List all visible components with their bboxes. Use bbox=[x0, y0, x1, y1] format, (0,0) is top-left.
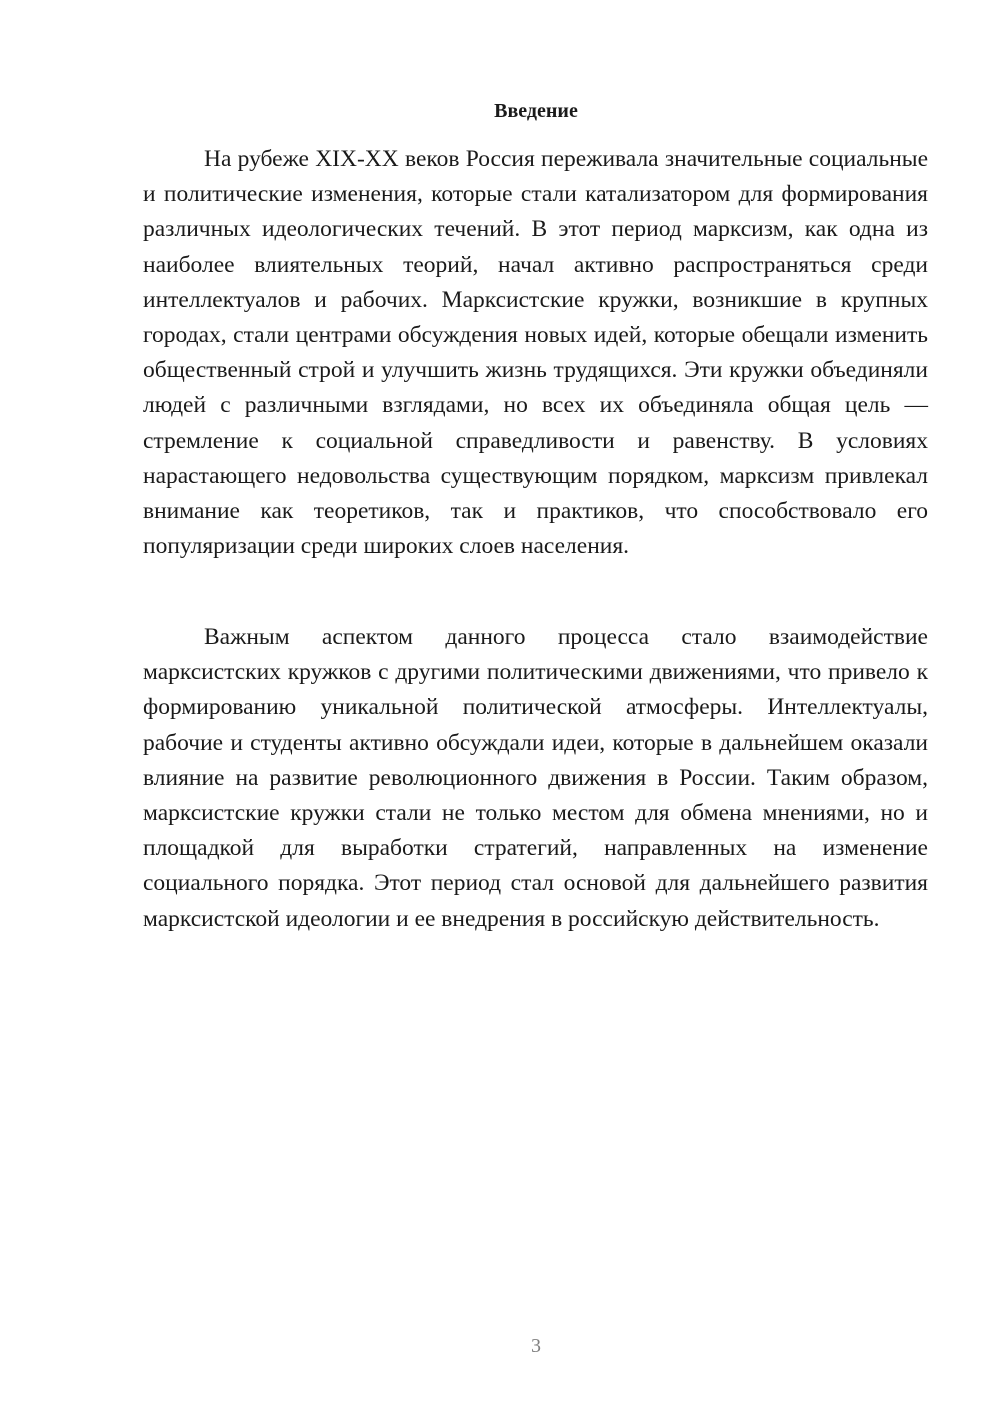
paragraph-1: На рубеже XIX-XX веков Россия переживала значительные социальные и политические изменения, которые стали катализатором для формирования различных идеологических течений. В этот период марксизм, как одна из наиболее влиятельных теорий, начал активно распространяться среди интеллектуалов и рабочих. Марксистские кружки, возникшие в крупных городах, стали центрами обсуждения новых идей, которые обещали изменить общественный строй и улучшить жизнь трудящихся. Эти кружки объединяли людей с различными взглядами, но всех их объединяла общая цель — стремление к социальной справедливости и равенству. В условиях нарастающего недовольства существующим порядком, марксизм привлекал внимание как теоретиков, так и практиков, что способствовало его популяризации среди широких слоев населения. bbox=[143, 146, 928, 560]
section-title: Введение bbox=[494, 100, 578, 122]
page-number: 3 bbox=[531, 1335, 541, 1357]
paragraph-2: Важным аспектом данного процесса стало взаимодействие марксистских кружков с другими политическими движениями, что привело к формированию уникальной политической атмосферы. Интеллектуалы, рабочие и студенты активно обсуждали идеи, которые в дальнейшем оказали влияние на развитие революционного движения в России. Таким образом, марксистские кружки стали не только местом для обмена мнениями, но и площадкой для выработки стратегий, направленных на изменение социального порядка. Этот период стал основой для дальнейшего развития марксистской идеологии и ее внедрения в российскую действительность. bbox=[143, 624, 928, 932]
